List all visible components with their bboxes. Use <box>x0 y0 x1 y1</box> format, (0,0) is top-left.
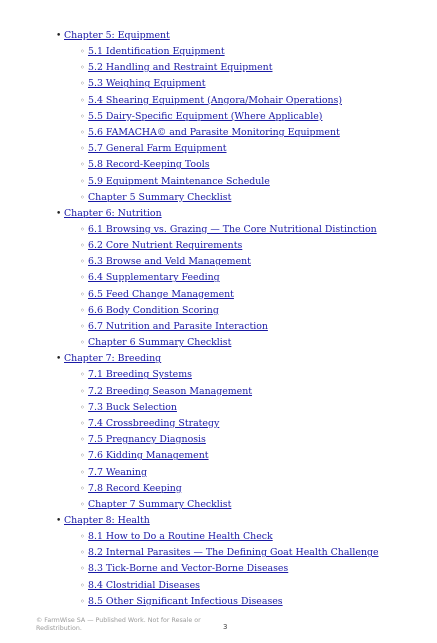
section-link[interactable]: 6.1 Browsing vs. Grazing — The Core Nutritional Distinction <box>88 223 377 235</box>
circle-bullet-icon: ◦ <box>80 322 85 331</box>
section-link[interactable]: 5.8 Record-Keeping Tools <box>88 159 210 171</box>
circle-bullet-icon: ◦ <box>80 111 85 121</box>
toc-section <box>80 321 426 333</box>
chapter-link[interactable]: Chapter 7: Breeding <box>64 353 162 365</box>
toc-section <box>80 46 426 58</box>
toc-section <box>80 467 426 479</box>
section-link[interactable]: 6.4 Supplementary Feeding <box>88 272 220 284</box>
circle-bullet-icon: ◦ <box>80 241 85 251</box>
section-link[interactable]: 6.7 Nutrition and Parasite Interaction <box>88 321 268 332</box>
copyright-line: © FarmWise SA — Published Work. Not for Resale or <box>36 617 201 624</box>
section-link[interactable]: 6.6 Body Condition Scoring <box>88 304 219 316</box>
circle-bullet-icon: ◦ <box>80 160 85 170</box>
section-link[interactable]: 8.4 Clostridial Diseases <box>88 579 200 591</box>
section-link[interactable]: 8.3 Tick-Borne and Vector-Borne Diseases <box>88 563 289 575</box>
section-link[interactable]: 5.7 General Farm Equipment <box>88 143 227 155</box>
bullet-icon: • <box>56 354 62 365</box>
chapter-link[interactable]: Chapter 8: Health <box>64 515 150 527</box>
copyright-line-continued: Redistribution. <box>36 625 82 632</box>
circle-bullet-icon: ◦ <box>80 338 85 348</box>
section-link[interactable]: 5.1 Identification Equipment <box>88 46 225 57</box>
section-link[interactable]: 7.6 Kidding Management <box>88 450 209 462</box>
toc-section <box>80 596 426 608</box>
toc-section <box>80 547 426 559</box>
circle-bullet-icon: ◦ <box>80 127 85 137</box>
toc-section <box>80 143 426 155</box>
section-link[interactable]: Chapter 6 Summary Checklist <box>88 337 232 349</box>
circle-bullet-icon: ◦ <box>80 144 85 154</box>
section-link[interactable]: 7.8 Record Keeping <box>88 482 182 494</box>
section-list <box>56 531 426 608</box>
toc-section <box>80 62 426 74</box>
circle-bullet-icon: ◦ <box>80 467 85 477</box>
circle-bullet-icon: ◦ <box>80 95 85 105</box>
circle-bullet-icon: ◦ <box>80 532 85 542</box>
toc-section <box>80 95 426 107</box>
circle-bullet-icon: ◦ <box>80 257 85 267</box>
table-of-contents <box>56 30 426 612</box>
toc-section <box>80 531 426 543</box>
bullet-icon: • <box>56 31 62 41</box>
section-link[interactable]: 7.4 Crossbreeding Strategy <box>88 417 220 429</box>
toc-section <box>80 418 426 430</box>
circle-bullet-icon: ◦ <box>80 580 85 590</box>
toc-section <box>80 159 426 171</box>
toc-section <box>80 224 426 236</box>
section-link[interactable]: Chapter 5 Summary Checklist <box>88 191 232 203</box>
section-link[interactable]: 8.1 How to Do a Routine Health Check <box>88 531 273 543</box>
circle-bullet-icon: ◦ <box>80 224 85 234</box>
section-link[interactable]: 7.7 Weaning <box>88 466 147 478</box>
toc-section <box>80 111 426 123</box>
section-list <box>56 224 426 349</box>
circle-bullet-icon: ◦ <box>80 402 85 412</box>
toc-section <box>80 272 426 284</box>
circle-bullet-icon: ◦ <box>80 435 85 445</box>
toc-section <box>80 450 426 462</box>
circle-bullet-icon: ◦ <box>80 47 85 56</box>
toc-chapter-7 <box>56 353 426 511</box>
toc-section <box>80 369 426 381</box>
section-link[interactable]: 5.5 Dairy-Specific Equipment (Where Applicable) <box>88 110 323 122</box>
circle-bullet-icon: ◦ <box>80 305 85 315</box>
section-link[interactable]: 6.5 Feed Change Management <box>88 288 234 300</box>
section-link[interactable]: 5.2 Handling and Restraint Equipment <box>88 62 273 74</box>
circle-bullet-icon: ◦ <box>80 418 85 428</box>
section-link[interactable]: 7.1 Breeding Systems <box>88 369 192 381</box>
circle-bullet-icon: ◦ <box>80 499 85 509</box>
circle-bullet-icon: ◦ <box>80 483 85 493</box>
toc-chapter-8 <box>56 515 426 608</box>
toc-section <box>80 563 426 575</box>
toc-section <box>80 305 426 317</box>
circle-bullet-icon: ◦ <box>80 596 85 606</box>
toc-section <box>80 78 426 90</box>
section-link[interactable]: 8.2 Internal Parasites — The Defining Goat Health Challenge <box>88 547 379 559</box>
circle-bullet-icon: ◦ <box>80 386 85 396</box>
circle-bullet-icon: ◦ <box>80 192 85 202</box>
section-link[interactable]: 5.9 Equipment Maintenance Schedule <box>88 175 270 187</box>
section-link[interactable]: 6.3 Browse and Veld Management <box>88 256 251 268</box>
toc-section <box>80 192 426 204</box>
circle-bullet-icon: ◦ <box>80 176 85 186</box>
section-link[interactable]: 8.5 Other Significant Infectious Diseases <box>88 595 283 607</box>
section-link[interactable]: 6.2 Core Nutrient Requirements <box>88 240 243 252</box>
toc-chapter-5 <box>56 30 426 204</box>
circle-bullet-icon: ◦ <box>80 564 85 574</box>
toc-section <box>80 176 426 188</box>
circle-bullet-icon: ◦ <box>80 79 85 89</box>
toc-section <box>80 499 426 511</box>
chapter-link[interactable]: Chapter 5: Equipment <box>64 30 170 41</box>
toc-section <box>80 483 426 495</box>
section-link[interactable]: 5.4 Shearing Equipment (Angora/Mohair Operations) <box>88 94 342 106</box>
toc-section <box>80 580 426 592</box>
circle-bullet-icon: ◦ <box>80 63 85 73</box>
toc-section <box>80 256 426 268</box>
section-link[interactable]: 7.2 Breeding Season Management <box>88 385 253 397</box>
circle-bullet-icon: ◦ <box>80 451 85 461</box>
bullet-icon: • <box>56 208 62 219</box>
chapter-link[interactable]: Chapter 6: Nutrition <box>64 207 162 219</box>
toc-section <box>80 240 426 252</box>
section-list <box>56 369 426 511</box>
circle-bullet-icon: ◦ <box>80 273 85 283</box>
section-link[interactable]: 7.5 Pregnancy Diagnosis <box>88 434 206 446</box>
toc-section <box>80 434 426 446</box>
section-list <box>56 46 426 204</box>
section-link[interactable]: 7.3 Buck Selection <box>88 401 177 413</box>
toc-section <box>80 337 426 349</box>
section-link[interactable]: Chapter 7 Summary Checklist <box>88 498 232 510</box>
bullet-icon: • <box>56 516 62 527</box>
section-link[interactable]: 5.3 Weighing Equipment <box>88 78 206 90</box>
page-footer <box>36 617 206 633</box>
circle-bullet-icon: ◦ <box>80 289 85 299</box>
circle-bullet-icon: ◦ <box>80 548 85 558</box>
toc-section <box>80 386 426 398</box>
circle-bullet-icon: ◦ <box>80 370 85 380</box>
section-link[interactable]: 5.6 FAMACHA© and Parasite Monitoring Equipment <box>88 126 340 138</box>
toc-section <box>80 127 426 139</box>
toc-section <box>80 402 426 414</box>
page-number: 3 <box>223 623 228 631</box>
toc-chapter-6 <box>56 208 426 349</box>
toc-section <box>80 289 426 301</box>
